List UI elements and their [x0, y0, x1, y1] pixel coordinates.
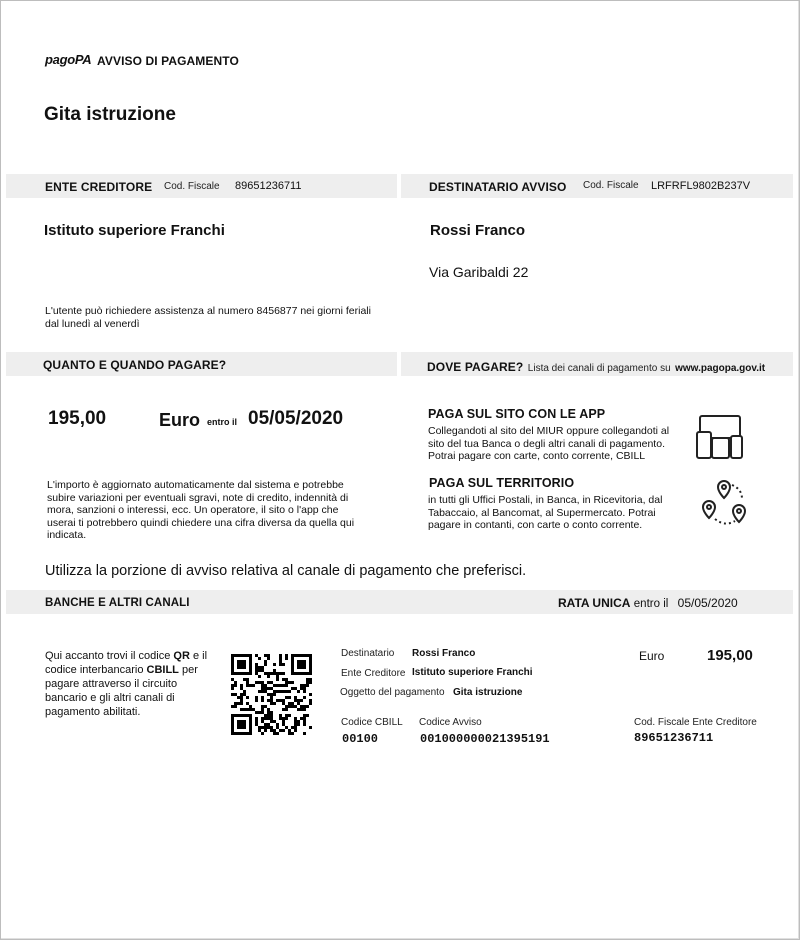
cbill-code: 00100 — [342, 732, 379, 746]
where-sub: Lista dei canali di pagamento su — [527, 363, 671, 374]
bank-recipient: Rossi Franco — [412, 648, 476, 659]
notice-code-label: Codice Avviso — [419, 717, 482, 728]
notice-title: AVVISO DI PAGAMENTO — [97, 54, 239, 68]
qr-code — [231, 654, 312, 740]
creditor-assistance: L'utente può richiedere assistenza al numero 8456877 nei giorni feriali dal lunedì al venerdì — [45, 305, 371, 330]
bank-recipient-label: Destinatario — [341, 648, 395, 659]
recipient-name: Rossi Franco — [430, 222, 526, 239]
notice-code: 001000000021395191 — [420, 732, 550, 746]
logo-text: pagoPA — [45, 52, 92, 67]
bank-info — [45, 649, 211, 719]
where-header — [427, 358, 765, 376]
creditor-cf: 89651236711 — [235, 180, 302, 192]
creditor-name: Istituto superiore Franchi — [44, 222, 225, 239]
bank-currency: Euro — [639, 649, 665, 663]
amount: 195,00 — [48, 408, 107, 429]
rate-date: 05/05/2020 — [677, 596, 738, 610]
where-label: DOVE PAGARE? — [427, 360, 524, 374]
payment-subject: Gita istruzione — [44, 104, 176, 125]
recipient-cf-label: Cod. Fiscale — [583, 180, 639, 191]
pagopa-logo — [45, 52, 91, 67]
cbill-label: Codice CBILL — [341, 717, 403, 728]
recipient-label: DESTINATARIO AVVISO — [429, 180, 567, 194]
rate-info — [558, 596, 738, 610]
due-by-label: entro il — [207, 417, 238, 427]
offline-text: in tutti gli Uffici Postali, in Banca, in Ricevitoria, dal Tabaccaio, al Bancomat, al Supermercato. Potrai pagare in contanti, con carte o conto corrente. — [428, 494, 663, 531]
offline-title: PAGA SUL TERRITORIO — [429, 476, 575, 490]
bank-info-text-3: per pagare attraverso il circuito bancario e gli altri canali di pagamento abilitati. — [45, 664, 198, 718]
devices-icon — [696, 414, 744, 460]
due-date: 05/05/2020 — [248, 408, 344, 429]
bank-info-cbill: CBILL — [146, 664, 179, 676]
location-pins-icon — [701, 479, 747, 527]
bank-object: Gita istruzione — [453, 687, 523, 698]
recipient-cf: LRFRFL9802B237V — [651, 180, 751, 192]
rate-label: RATA UNICA — [558, 596, 631, 610]
creditor-cf-label: Cod. Fiscale — [164, 181, 220, 192]
bank-info-qr: QR — [173, 650, 190, 662]
when-label: QUANTO E QUANDO PAGARE? — [43, 358, 227, 372]
rate-by-label: entro il — [633, 598, 669, 610]
bank-creditor-label: Ente Creditore — [341, 668, 406, 679]
online-title: PAGA SUL SITO CON LE APP — [428, 407, 606, 421]
creditor-cf-footer: 89651236711 — [634, 731, 714, 745]
creditor-label: ENTE CREDITORE — [45, 180, 153, 194]
bank-info-text-2: e il codice interbancario — [45, 650, 208, 676]
bank-creditor: Istituto superiore Franchi — [412, 667, 533, 678]
bank-label: BANCHE E ALTRI CANALI — [45, 597, 190, 609]
bank-info-text-1: Qui accanto trovi il codice — [45, 650, 174, 662]
creditor-cf-footer-label: Cod. Fiscale Ente Creditore — [634, 717, 757, 728]
recipient-address: Via Garibaldi 22 — [429, 264, 529, 280]
bank-object-label: Oggetto del pagamento — [340, 687, 445, 698]
bank-amount: 195,00 — [707, 647, 753, 664]
channel-instruction: Utilizza la porzione di avviso relativa al canale di pagamento che preferisci. — [45, 563, 527, 579]
amount-note: L'importo è aggiornato automaticamente dal sistema e potrebbe subire variazioni per eventuali sgravi, note di credito, indennità di mora, sanzioni o interessi, ecc. Un operatore, il sito o l'app che userai ti potrebbero quindi chiedere una cifra diversa da quella qui indicata. — [47, 479, 355, 541]
where-site-link[interactable]: www.pagopa.gov.it — [675, 363, 766, 374]
currency: Euro — [159, 410, 201, 430]
online-text: Collegandoti al sito del MIUR oppure collegandoti al sito del tua Banca o degli altri canali di pagamento. Potrai pagare con carte, conto corrente, CBILL — [428, 425, 670, 462]
